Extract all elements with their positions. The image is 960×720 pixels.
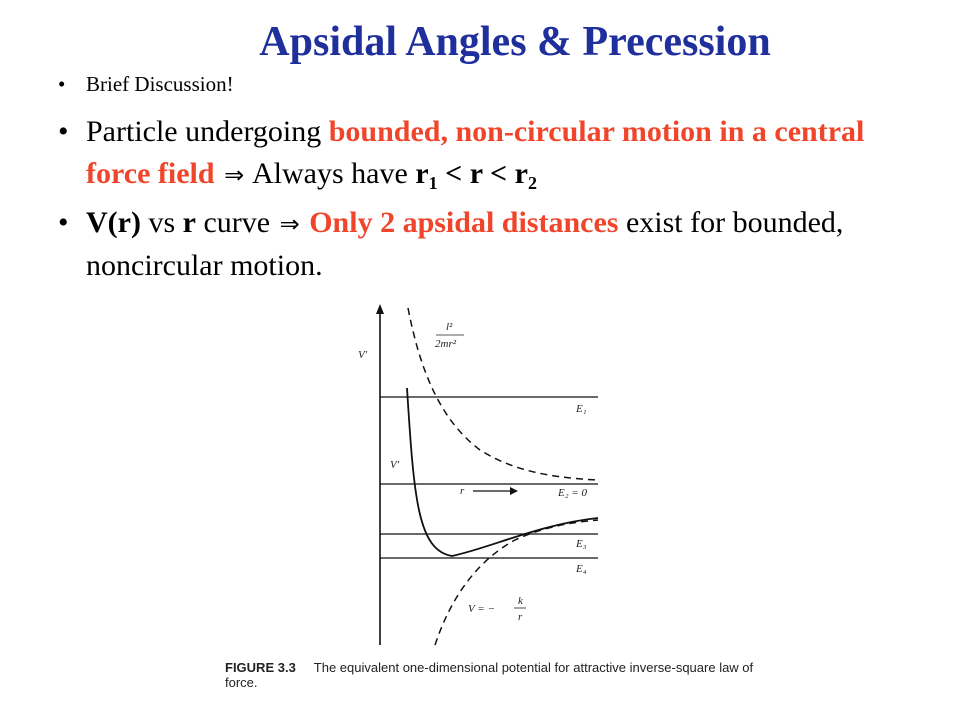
bullet-bounded-motion [52,111,912,196]
r1-symbol: $r_1$ [415,157,438,193]
page-title: Apsidal Angles & Precession [259,19,771,65]
bullet-brief-discussion [52,72,912,97]
r-symbol: r [182,206,196,239]
vr-symbol: V(r) [86,206,141,239]
centrifugal-curve [408,308,598,480]
axis-label-vprime: V′ [358,349,368,361]
caption-text: The equivalent one-dimensional potential for attractive inverse-square law of force. [225,660,754,690]
bullet-text: vs [140,206,183,239]
bullet-text: Always have [246,157,416,190]
r-arrowhead-icon [510,487,518,495]
bullet-list [52,72,912,293]
r2-symbol: $r_2$ [514,157,537,193]
bullet-text: curve [195,206,278,239]
implies-icon: ⇒ [279,210,300,238]
centrifugal-label-num: l² [446,321,453,333]
potential-figure [340,300,620,660]
v-formula-k: k [518,595,523,607]
curve-label-vprime: V′ [390,459,400,471]
inequality-text: < r < [437,157,515,190]
label-r-arrow: r [460,485,465,497]
v-formula-r: r [518,611,523,623]
axis-arrowhead-icon [376,304,384,314]
bullet-dot: • [58,115,69,148]
bullet-dot: • [58,72,66,96]
figure-caption [225,660,785,690]
implies-icon: ⇒ [224,161,245,189]
highlight-text: bounded, non-circular motion in a central force field [86,115,865,190]
highlight-text: Only 2 apsidal distances [309,206,619,239]
caption-number: FIGURE 3.3 [225,660,296,675]
centrifugal-label-den: 2mr² [435,338,457,350]
bullet-text: Brief Discussion! [86,72,234,96]
label-e2: E₂ = 0 [558,487,587,499]
bullet-apsidal-distances [52,202,912,287]
label-e4: E₄ [576,563,587,575]
bullet-dot: • [58,206,69,239]
label-e3: E₃ [576,538,587,550]
label-e1: E₁ [576,403,587,415]
v-formula-label: V = − [468,603,495,615]
bullet-text: exist for bounded, noncircular motion. [86,206,844,282]
bullet-text: Particle undergoing [86,115,329,148]
effective-potential-curve [407,388,598,556]
coulomb-potential-curve [435,520,598,645]
